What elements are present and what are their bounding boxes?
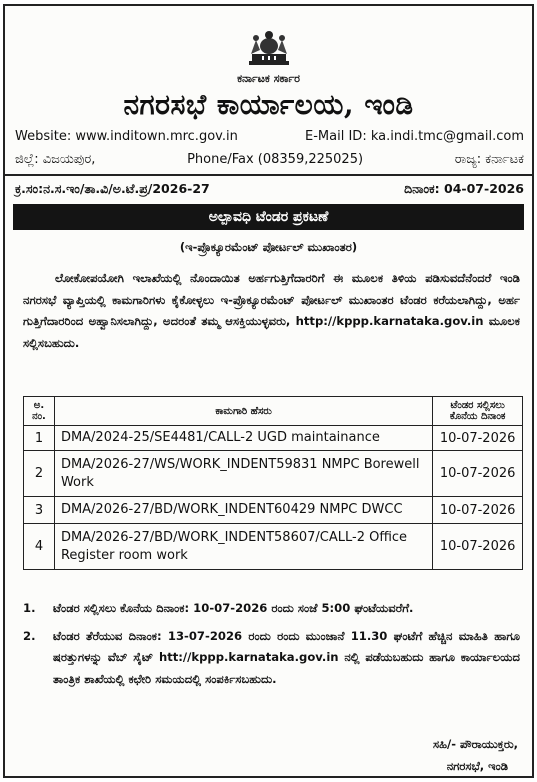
row-serial: 4 bbox=[24, 524, 55, 570]
website-text: Website: www.inditown.mrc.gov.in bbox=[15, 129, 238, 144]
row-serial: 2 bbox=[24, 451, 55, 497]
reference-row bbox=[15, 181, 524, 197]
row-serial: 1 bbox=[24, 426, 55, 451]
location-row bbox=[15, 152, 524, 167]
row-serial: 3 bbox=[24, 497, 55, 524]
email-text: E-Mail ID: ka.indi.tmc@gmail.com bbox=[305, 129, 524, 144]
row-date: 10-07-2026 bbox=[433, 497, 523, 524]
note-item bbox=[23, 626, 520, 691]
office-name: ನಗರಸಭೆ ಕಾರ್ಯಾಲಯ, ಇಂಡಿ bbox=[123, 88, 414, 121]
note-text: ಟೆಂಡರ ಸಲ್ಲಿಸಲು ಕೊನೆಯ ದಿನಾಂಕ: 10-07-2026 ರಂದು ಸಂಜೆ 5:00 ಘಂಟೆಯವರೆಗೆ. bbox=[53, 601, 414, 615]
row-work-name: DMA/2024-25/SE4481/CALL-2 UGD maintainance bbox=[54, 426, 432, 451]
header-last-date bbox=[433, 397, 523, 426]
note-number: 1. bbox=[23, 601, 36, 615]
signature-line1: ಸಹಿ/- ಪೌರಾಯುಕ್ತರು, bbox=[432, 737, 518, 751]
table-header-row bbox=[24, 397, 523, 426]
signature-line2: ನಗರಸಭೆ, ಇಂಡಿ bbox=[446, 759, 508, 773]
emblem-wrap bbox=[5, 28, 532, 68]
tender-notice bbox=[3, 4, 534, 778]
note-item bbox=[23, 598, 520, 620]
works-table bbox=[23, 396, 523, 570]
header-serial-line2: ನಂ. bbox=[32, 411, 46, 422]
table-row bbox=[24, 524, 523, 570]
header-serial-no bbox=[24, 397, 55, 426]
row-work-name: DMA/2026-27/BD/WORK_INDENT60429 NMPC DWCC bbox=[54, 497, 432, 524]
note-number: 2. bbox=[23, 628, 36, 643]
table-row bbox=[24, 426, 523, 451]
notice-subtitle: (ಇ-ಪ್ರೊಕ್ಯೂರಮೆಂಟ್ ಪೋರ್ಟಲ್ ಮುಖಾಂತರ) bbox=[179, 240, 358, 254]
divider bbox=[5, 174, 532, 176]
header-work-name: ಕಾಮಗಾರಿ ಹೆಸರು bbox=[54, 397, 432, 426]
state-text: ರಾಜ್ಯ: ಕರ್ನಾಟಕ bbox=[454, 152, 524, 167]
intro-paragraph: ಲೋಕೋಪಯೋಗಿ ಇಲಾಖೆಯಲ್ಲಿ ನೊಂದಾಯಿತ ಅರ್ಹಗುತ್ತಿಗೆದಾರರಿಗೆ ಈ ಮೂಲಕ ತಿಳಿಯ ಪಡಿಸುವದೆನೆಂದರೆ ಇಂಡಿ ನಗರಸಭೆ ವ್ಯಾಪ್ತಿಯಲ್ಲಿ ಕಾಮಗಾರಿಗಳು ಕೈಕೋಳ್ಳಲು ಇ-ಪ್ರೊಕ್ಯೂರಮೆಂಟ್ ಪೋರ್ಟಲ್ ಮುಖಾಂತರ ಟೆಂಡರ ಕರೆಯಲಾಗಿದ್ದು, ಅರ್ಹ ಗುತ್ತಿಗೆದಾರರಿಂದ ಅಹ್ವಾನಿಸಲಾಗಿದ್ದು, ಅದರಂತೆ ತಮ್ಮ ಆಸಕ್ತಿಯುಳ್ಳವರು, http://kppp.karnataka.gov.in ಮೂಲಕ ಸಲ್ಲಿಸಬಹುದು. bbox=[23, 271, 520, 350]
note-text: ಟೆಂಡರ ತೆರೆಯುವ ದಿನಾಂಕ: 13-07-2026 ರಂದು ರಂದು ಮುಂಜಾನೆ 11.30 ಘಂಟೆಗೆ ಹೆಚ್ಚಿನ ಮಾಹಿತಿ ಹಾಗೂ ಷರತ್ತುಗಳನ್ನು ವೆಬ್ ಸೈಟ್ htt://kppp.karnataka.gov.in ನಲ್ಲಿ ಪಡೆಯಬಹುದು ಹಾಗೂ ಕಾರ್ಯಾಲಯದ ತಾಂತ್ರಿಕ ಶಾಖೆಯಲ್ಲಿ ಕಛೇರಿ ಸಮಯದಲ್ಲಿ ಸಂಪರ್ಕಿಸಬಹುದು. bbox=[53, 628, 520, 686]
row-work-name: DMA/2026-27/WS/WORK_INDENT59831 NMPC Borewell Work bbox=[54, 451, 432, 497]
contact-row bbox=[15, 129, 524, 144]
row-work-name: DMA/2026-27/BD/WORK_INDENT58607/CALL-2 Office Register room work bbox=[54, 524, 432, 570]
district-text: ಜಿಲ್ಲೆ: ವಿಜಯಪುರ, bbox=[15, 152, 96, 167]
government-name: ಕರ್ನಾಟಕ ಸರ್ಕಾರ bbox=[237, 72, 300, 85]
table-row bbox=[24, 497, 523, 524]
notice-title: ಅಲ್ಪಾವಧಿ ಟೆಂಡರ ಪ್ರಕಟಣೆ bbox=[13, 204, 524, 230]
header-serial-line1: ಅ. bbox=[33, 400, 45, 411]
table-row bbox=[24, 451, 523, 497]
header-date-line1: ಟೆಂಡರ ಸಲ್ಲಿಸಲು bbox=[450, 400, 505, 411]
reference-number: ಕ್ರ.ಸಂ:ನ.ಸ.ಇಂ/ತಾ.ವಿ/ಅ.ಟೆ.ಪ್ರ/2026-27 bbox=[15, 181, 210, 196]
phone-text: Phone/Fax (08359,225025) bbox=[187, 152, 364, 167]
row-date: 10-07-2026 bbox=[433, 451, 523, 497]
header-date-line2: ಕೊನೆಯ ದಿನಾಂಕ bbox=[449, 411, 506, 422]
state-emblem-icon bbox=[246, 28, 292, 68]
notes-list bbox=[23, 598, 520, 696]
row-date: 10-07-2026 bbox=[433, 426, 523, 451]
reference-date: ದಿನಾಂಕ: 04-07-2026 bbox=[404, 181, 524, 196]
row-date: 10-07-2026 bbox=[433, 524, 523, 570]
